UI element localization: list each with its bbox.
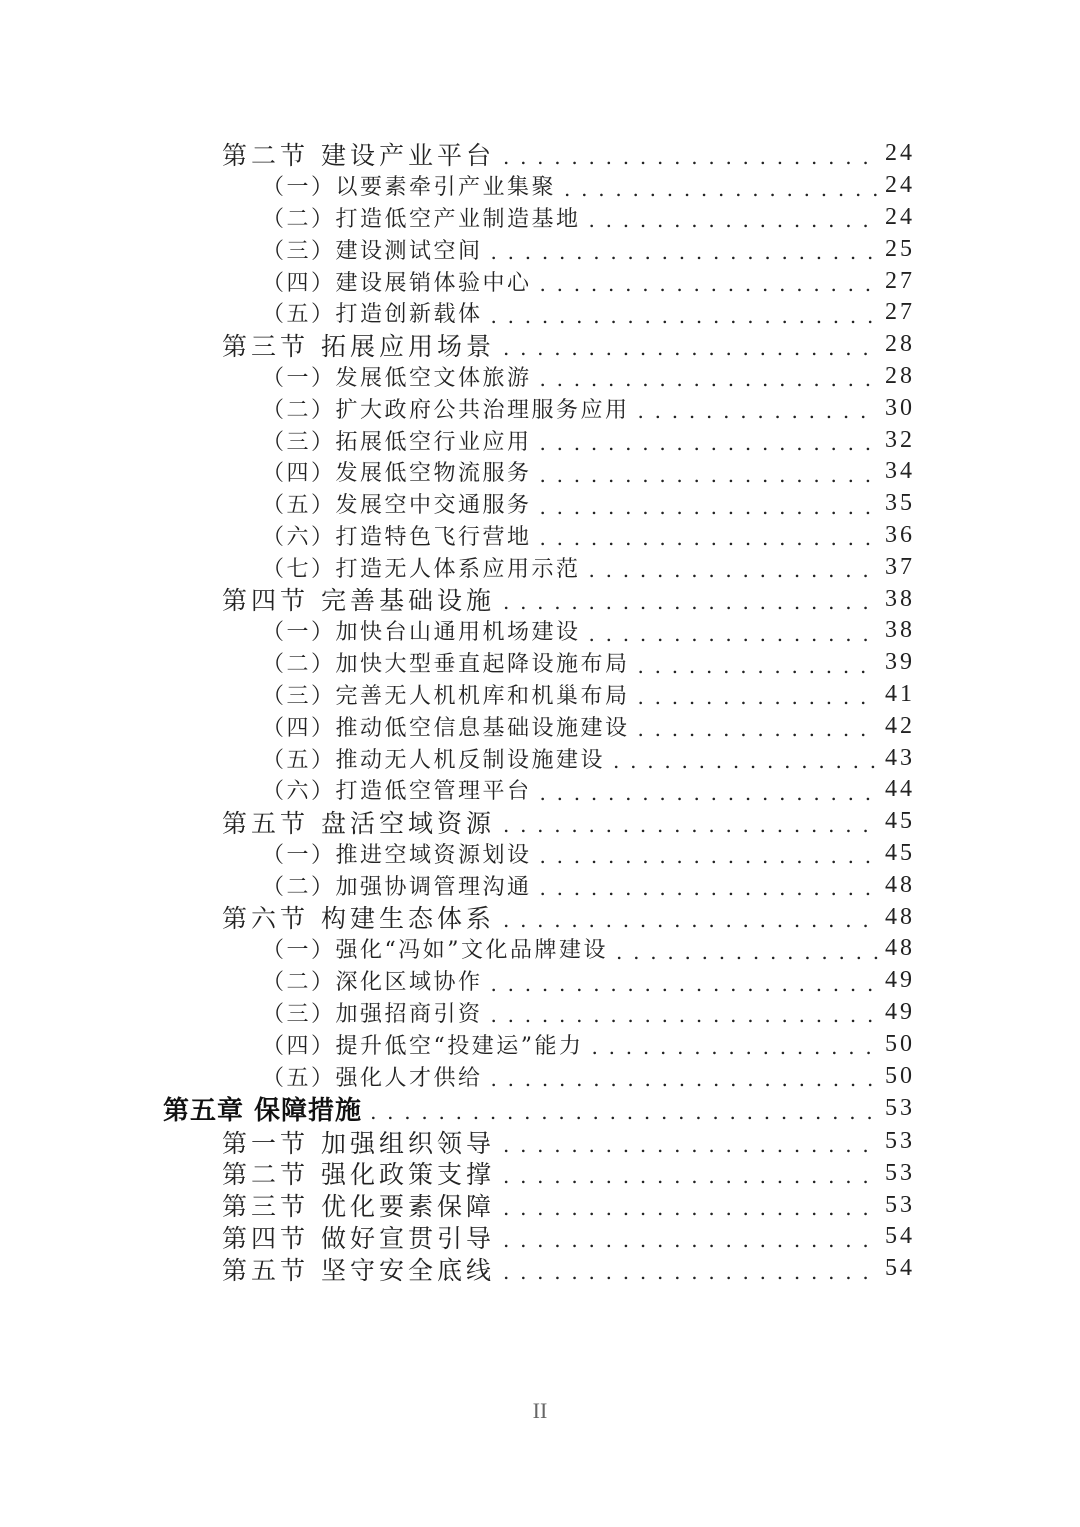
dot-leader xyxy=(616,940,879,964)
dot-leader xyxy=(638,654,879,678)
toc-entry-item[interactable] xyxy=(0,1028,1080,1060)
toc-entry-title: （六）打造特色飞行营地 xyxy=(262,524,532,550)
toc-entry-page-number: 36 xyxy=(885,521,915,548)
toc-entry-page-number: 44 xyxy=(885,776,915,803)
toc-entry-title: （三）加强招商引资 xyxy=(262,1001,483,1027)
dot-leader xyxy=(540,781,879,805)
dot-leader xyxy=(491,240,879,264)
toc-entry-title: （二）深化区域协作 xyxy=(262,970,483,996)
dot-leader xyxy=(540,876,879,900)
dot-leader xyxy=(589,208,879,232)
toc-entry-page-number: 35 xyxy=(885,490,915,517)
toc-entry-item[interactable] xyxy=(0,551,1080,583)
toc-entry-item[interactable] xyxy=(0,774,1080,806)
toc-entry-item[interactable] xyxy=(0,456,1080,488)
dot-leader xyxy=(491,1003,879,1027)
toc-entry-page-number: 49 xyxy=(885,998,915,1025)
dot-leader xyxy=(540,272,879,296)
toc-entry-page-number: 53 xyxy=(885,1128,915,1155)
dot-leader xyxy=(540,495,879,519)
toc-entry-page-number: 24 xyxy=(885,140,915,167)
toc-entry-item[interactable] xyxy=(0,233,1080,265)
dot-leader xyxy=(589,558,879,582)
toc-entry-item[interactable] xyxy=(0,679,1080,711)
toc-entry-item[interactable] xyxy=(0,838,1080,870)
toc-entry-page-number: 53 xyxy=(885,1095,915,1122)
toc-entry-section[interactable] xyxy=(0,1126,1080,1158)
toc-entry-item[interactable] xyxy=(0,361,1080,393)
toc-entry-item[interactable] xyxy=(0,202,1080,234)
toc-entry-item[interactable] xyxy=(0,647,1080,679)
toc-entry-title: 第四节 做好宣贯引导 xyxy=(222,1224,495,1253)
toc-entry-title: （五）打造创新载体 xyxy=(262,302,483,328)
toc-entry-title: （一）推进空域资源划设 xyxy=(262,842,532,868)
toc-entry-page-number: 49 xyxy=(885,967,915,994)
toc-entry-page-number: 50 xyxy=(885,1030,915,1057)
toc-entry-page-number: 24 xyxy=(885,172,915,199)
toc-entry-title: （四）提升低空“投建运”能力 xyxy=(262,1033,584,1059)
toc-entry-page-number: 30 xyxy=(885,394,915,421)
dot-leader xyxy=(503,908,879,932)
toc-entry-chapter[interactable] xyxy=(0,1092,1080,1126)
toc-entry-page-number: 25 xyxy=(885,235,915,262)
toc-entry-item[interactable] xyxy=(0,997,1080,1029)
toc-entry-section[interactable] xyxy=(0,1253,1080,1285)
toc-entry-title: 第五节 坚守安全底线 xyxy=(222,1255,495,1285)
toc-entry-title: （五）推动无人机反制设施建设 xyxy=(262,747,606,773)
toc-entry-page-number: 53 xyxy=(885,1159,915,1186)
toc-entry-title: （二）扩大政府公共治理服务应用 xyxy=(262,397,630,423)
toc-entry-title: （二）打造低空产业制造基地 xyxy=(262,206,581,232)
dot-leader xyxy=(540,367,879,391)
toc-entry-section[interactable] xyxy=(0,583,1080,615)
toc-entry-title: 第三节 拓展应用场景 xyxy=(222,331,495,361)
toc-entry-title: 第五节 盘活空域资源 xyxy=(222,808,495,838)
toc-entry-title: 第五章 保障措施 xyxy=(163,1096,363,1127)
toc-entry-page-number: 34 xyxy=(885,458,915,485)
toc-entry-title: （四）推动低空信息基础设施建设 xyxy=(262,715,630,741)
toc-entry-item[interactable] xyxy=(0,615,1080,647)
toc-entry-title: （三）完善无人机机库和机巢布局 xyxy=(262,683,630,709)
dot-leader xyxy=(592,1035,880,1059)
dot-leader xyxy=(491,972,879,996)
dot-leader xyxy=(540,844,879,868)
toc-entry-title: （五）发展空中交通服务 xyxy=(262,493,532,519)
toc-entry-title: （三）拓展低空行业应用 xyxy=(262,429,532,455)
toc-entry-page-number: 48 xyxy=(885,903,915,930)
toc-entry-item[interactable] xyxy=(0,392,1080,424)
toc-entry-page-number: 27 xyxy=(885,299,915,326)
toc-entry-title: （四）发展低空物流服务 xyxy=(262,461,532,487)
toc-entry-page-number: 54 xyxy=(885,1223,915,1250)
toc-entry-page-number: 43 xyxy=(885,744,915,771)
toc-entry-title: 第二节 强化政策支撑 xyxy=(222,1160,495,1190)
toc-entry-page-number: 28 xyxy=(885,362,915,389)
toc-entry-title: （四）建设展销体验中心 xyxy=(262,270,532,296)
toc-entry-page-number: 38 xyxy=(885,617,915,644)
toc-entry-section[interactable] xyxy=(0,806,1080,838)
toc-entry-title: （七）打造无人体系应用示范 xyxy=(262,556,581,582)
toc-entry-item[interactable] xyxy=(0,488,1080,520)
dot-leader xyxy=(503,1164,879,1188)
toc-entry-section[interactable] xyxy=(0,329,1080,361)
toc-entry-item[interactable] xyxy=(0,710,1080,742)
toc-entry-item[interactable] xyxy=(0,869,1080,901)
dot-leader xyxy=(540,463,879,487)
toc-entry-page-number: 27 xyxy=(885,267,915,294)
dot-leader xyxy=(491,304,879,328)
dot-leader xyxy=(370,1100,879,1124)
dot-leader xyxy=(503,1228,879,1252)
dot-leader xyxy=(503,1196,879,1220)
dot-leader xyxy=(564,177,879,201)
dot-leader xyxy=(638,685,879,709)
toc-entry-title: 第四节 完善基础设施 xyxy=(222,586,495,616)
toc-entry-page-number: 48 xyxy=(885,871,915,898)
toc-entry-title: （六）打造低空管理平台 xyxy=(262,779,532,805)
toc-entry-section[interactable] xyxy=(0,1221,1080,1253)
toc-entry-item[interactable] xyxy=(0,1060,1080,1092)
toc-entry-item[interactable] xyxy=(0,933,1080,965)
dot-leader xyxy=(503,1260,879,1284)
dot-leader xyxy=(503,813,879,837)
toc-entry-title: （一）加快台山通用机场建设 xyxy=(262,620,581,646)
toc-entry-item[interactable] xyxy=(0,424,1080,456)
dot-leader xyxy=(638,717,879,741)
toc-entry-page-number: 45 xyxy=(885,839,915,866)
toc-entry-title: 第二节 建设产业平台 xyxy=(222,140,495,170)
toc-entry-section[interactable] xyxy=(0,138,1080,170)
toc-entry-page-number: 48 xyxy=(885,935,915,962)
page-number: II xyxy=(532,1398,548,1423)
toc-entry-title: （五）强化人才供给 xyxy=(262,1065,483,1091)
toc-entry-page-number: 28 xyxy=(885,331,915,358)
toc-entry-title: 第六节 构建生态体系 xyxy=(222,904,495,934)
toc-entry-section[interactable] xyxy=(0,1158,1080,1190)
toc-entry-title: （三）建设测试空间 xyxy=(262,238,483,264)
toc-entry-title: 第三节 优化要素保障 xyxy=(222,1192,495,1222)
dot-leader xyxy=(638,399,879,423)
toc-entry-page-number: 41 xyxy=(885,680,915,707)
toc-entry-title: （二）加强协调管理沟通 xyxy=(262,874,532,900)
toc-entry-item[interactable] xyxy=(0,520,1080,552)
toc-entry-page-number: 54 xyxy=(885,1255,915,1282)
toc-entry-page-number: 38 xyxy=(885,585,915,612)
toc-entry-page-number: 42 xyxy=(885,712,915,739)
table-of-contents xyxy=(0,138,1080,1285)
toc-entry-section[interactable] xyxy=(0,901,1080,933)
toc-entry-page-number: 32 xyxy=(885,426,915,453)
dot-leader xyxy=(491,1067,879,1091)
toc-entry-title: 第一节 加强组织领导 xyxy=(222,1128,495,1158)
toc-entry-page-number: 53 xyxy=(885,1191,915,1218)
toc-entry-page-number: 45 xyxy=(885,808,915,835)
toc-entry-page-number: 24 xyxy=(885,203,915,230)
dot-leader xyxy=(540,431,879,455)
toc-entry-page-number: 37 xyxy=(885,553,915,580)
toc-entry-item[interactable] xyxy=(0,265,1080,297)
dot-leader xyxy=(540,526,879,550)
toc-entry-title: （一）以要素牵引产业集聚 xyxy=(262,175,557,201)
toc-entry-section[interactable] xyxy=(0,1189,1080,1221)
dot-leader xyxy=(589,622,879,646)
toc-entry-page-number: 39 xyxy=(885,649,915,676)
dot-leader xyxy=(503,1133,879,1157)
dot-leader xyxy=(503,590,879,614)
dot-leader xyxy=(503,336,879,360)
dot-leader xyxy=(613,749,879,773)
toc-entry-page-number: 50 xyxy=(885,1062,915,1089)
toc-entry-item[interactable] xyxy=(0,742,1080,774)
dot-leader xyxy=(503,145,879,169)
toc-entry-item[interactable] xyxy=(0,297,1080,329)
toc-entry-item[interactable] xyxy=(0,965,1080,997)
toc-entry-title: （二）加快大型垂直起降设施布局 xyxy=(262,652,630,678)
toc-entry-item[interactable] xyxy=(0,170,1080,202)
toc-entry-title: （一）发展低空文体旅游 xyxy=(262,365,532,391)
toc-entry-title: （一）强化“冯如”文化品牌建设 xyxy=(262,938,608,964)
